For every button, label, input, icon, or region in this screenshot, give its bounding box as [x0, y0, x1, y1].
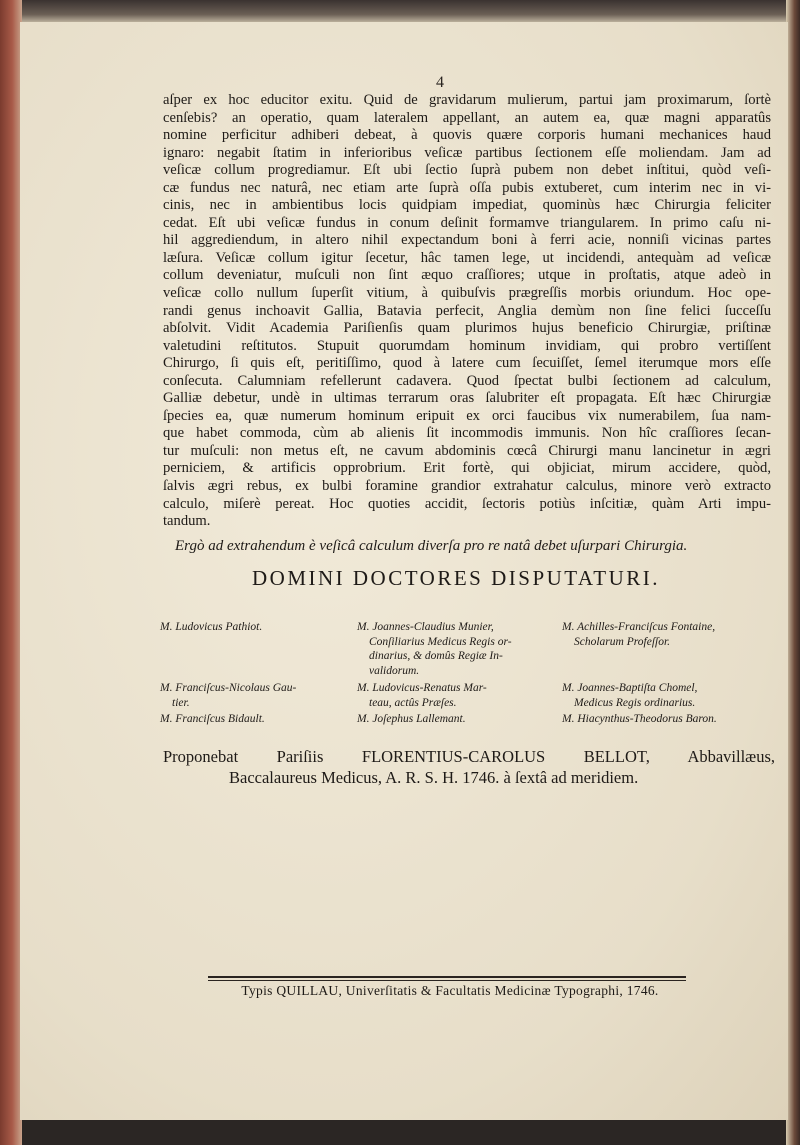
body-line: Chirurgo, ſi quis eſt, peritiſſimo, quod à latere cum ſecuiſſet, ſemel iterumque mors eſſe — [163, 355, 771, 372]
imprint-rule-thin — [208, 980, 686, 981]
body-line: tandum. — [163, 513, 211, 530]
doctor-line: M. Joſephus Lallemant. — [357, 713, 466, 725]
doctor-line: M. Franciſcus-Nicolaus Gau- — [160, 682, 297, 694]
doctor-line: M. Ludovicus-Renatus Mar- — [357, 682, 487, 694]
body-line: hil aggrediendum, in altero nihil expectandum boni à ferri acie, nonniſi vicinas partes — [163, 232, 771, 249]
doctor-entry — [357, 681, 545, 710]
body-line: læſura. Veſicæ collum igitur ſecetur, hâc tamen lege, ut incidendi, antequàm ad veſicæ — [163, 249, 771, 266]
body-line: ignaro: negabit ſtatim in inferioribus veſicæ partibus ſectionem eſſe moliendam. Jam ad — [163, 144, 771, 161]
body-line: valetudini reſtitutos. Stupuit quorumdam hominum invidiam, qui probro vertiſſent — [163, 337, 771, 354]
body-text — [163, 92, 771, 531]
doctor-line: teau, actûs Præſes. — [369, 696, 457, 709]
book-left-edge — [0, 0, 22, 1145]
body-line: cedat. Eſt ubi veſicæ fundus in conum deſinit formamve triangularem. In primo caſu ni- — [163, 214, 771, 231]
doctor-entry — [562, 712, 780, 727]
printer-imprint: Typis QUILLAU, Univerſitatis & Facultatis Medicinæ Typographi, 1746. — [241, 983, 659, 998]
body-line: veſicæ collum progrediamur. Eſt ubi ſectio ſuprà pubem non debet inſtitui, quòd veſi- — [163, 162, 771, 179]
body-line: que habet commoda, cùm ab alienis ſit incommodis immunis. Non hîc craſſiores ſecan- — [163, 425, 771, 442]
disputants-heading: DOMINI DOCTORES DISPUTATURI. — [251, 566, 661, 590]
body-line: abſolvit. Vidit Academia Pariſienſis quam plurimos hujus beneficio Chirurgiæ, priſtinæ — [163, 320, 771, 337]
body-line: perniciem, & artificis opprobrium. Erit fortè, qui objiciat, mirum accidere, quòd, — [163, 460, 771, 477]
doctor-line: tier. — [172, 696, 190, 709]
doctor-line: validorum. — [369, 664, 420, 677]
doctor-line: M. Joannes-Claudius Munier, — [357, 621, 494, 633]
doctor-line: dinarius, & domûs Regiæ In- — [369, 650, 503, 662]
doctor-line: M. Achilles-Franciſcus Fontaine, — [562, 621, 716, 633]
doctor-entry — [357, 620, 545, 678]
doctor-line: M. Hiacynthus-Theodorus Baron. — [562, 713, 717, 725]
doctor-entry — [562, 620, 780, 649]
body-line: nomine perficitur adhiberi debeat, à quovis quære corporis humani mechanices haud — [163, 127, 771, 144]
book-right-edge — [786, 0, 800, 1145]
body-line: cinis, nec in ambientibus locis quidpiam impediat, quominùs hæc Chirurgia feliciter — [163, 197, 771, 214]
doctor-line: Scholarum Profeſſor. — [574, 635, 671, 648]
doctor-line: M. Ludovicus Pathiot. — [160, 621, 263, 633]
doctor-entry — [160, 620, 348, 635]
doctor-line: M. Joannes-Baptiſta Chomel, — [562, 682, 698, 694]
body-line: cæ fundus nec naturâ, nec etiam arte ſuprà oſſa pubis extuberet, cum interim nec in vi- — [163, 179, 771, 196]
imprint-rule — [208, 976, 686, 978]
doctor-entry — [357, 712, 545, 727]
doctor-entry — [160, 712, 348, 727]
body-line: conſecuta. Calumniam refellerunt cadavera. Quod ſpectat bulbi ſectionem ad calculum, — [163, 372, 771, 389]
page-number: 4 — [436, 74, 444, 91]
proponebat-line: Proponebat Pariſiis FLORENTIUS-CAROLUS BELLOT, Abbavillæus, — [163, 747, 775, 766]
body-line: ſpecies ea, quæ numerum hominum eripuit ex orci faucibus vix numerabilem, ſua nam- — [163, 407, 771, 424]
doctor-entry — [562, 681, 780, 710]
body-line: aſper ex hoc educitor exitu. Quid de gravidarum mulierum, partui jam proximarum, ſortè — [163, 92, 771, 108]
doctor-line: M. Franciſcus Bidault. — [160, 713, 265, 725]
body-line: randi genus inchoavit Gallia, Batavia perfecit, Anglia demùm non ſine felici ſucceſſu — [163, 302, 771, 319]
doctor-entry — [160, 681, 348, 710]
doctor-line: Conſiliarius Medicus Regis or- — [369, 635, 512, 648]
body-line: tur muſculi: non metus eſt, ne cavum abdominis cœcâ Chirurgi manu lancinetur in ægri — [163, 442, 771, 459]
body-line: cenſebis? an operatio, quam lateralem appellant, an autem ea, quæ magni apparatûs — [163, 109, 771, 126]
proponebat-statement — [163, 746, 775, 788]
doctor-line: Medicus Regis ordinarius. — [574, 696, 696, 709]
body-line: calculo, miſerè pereat. Hoc quoties accidit, ſectoris potiùs inſcitiæ, quàm Arti impu- — [163, 495, 771, 512]
body-line: ſalvis ægri rebus, ex bulbi foramine grandior extrahatur calculus, minore verò extracto — [163, 478, 771, 495]
proponebat-line: Baccalaureus Medicus, A. R. S. H. 1746. à ſextâ ad meridiem. — [229, 768, 639, 787]
conclusion-line: Ergò ad extrahendum è veſicâ calculum diverſa pro re natâ debet uſurpari Chirurgia. — [175, 538, 688, 554]
book-top-edge — [0, 0, 800, 24]
body-line: collum deveniatur, muſculi non ſint æquo craſſiores; utque in proſtatis, atque adeò in — [163, 267, 771, 284]
body-line: veſicæ collo nullum ſuperſit vitium, à quibuſvis prægreſſis morbis oriundum. Hoc ope- — [163, 285, 771, 302]
body-line: Galliæ debetur, undè in ultimas terrarum oras ſalubriter eſt propagata. Eſt hæc Chirurgiæ — [163, 390, 771, 407]
